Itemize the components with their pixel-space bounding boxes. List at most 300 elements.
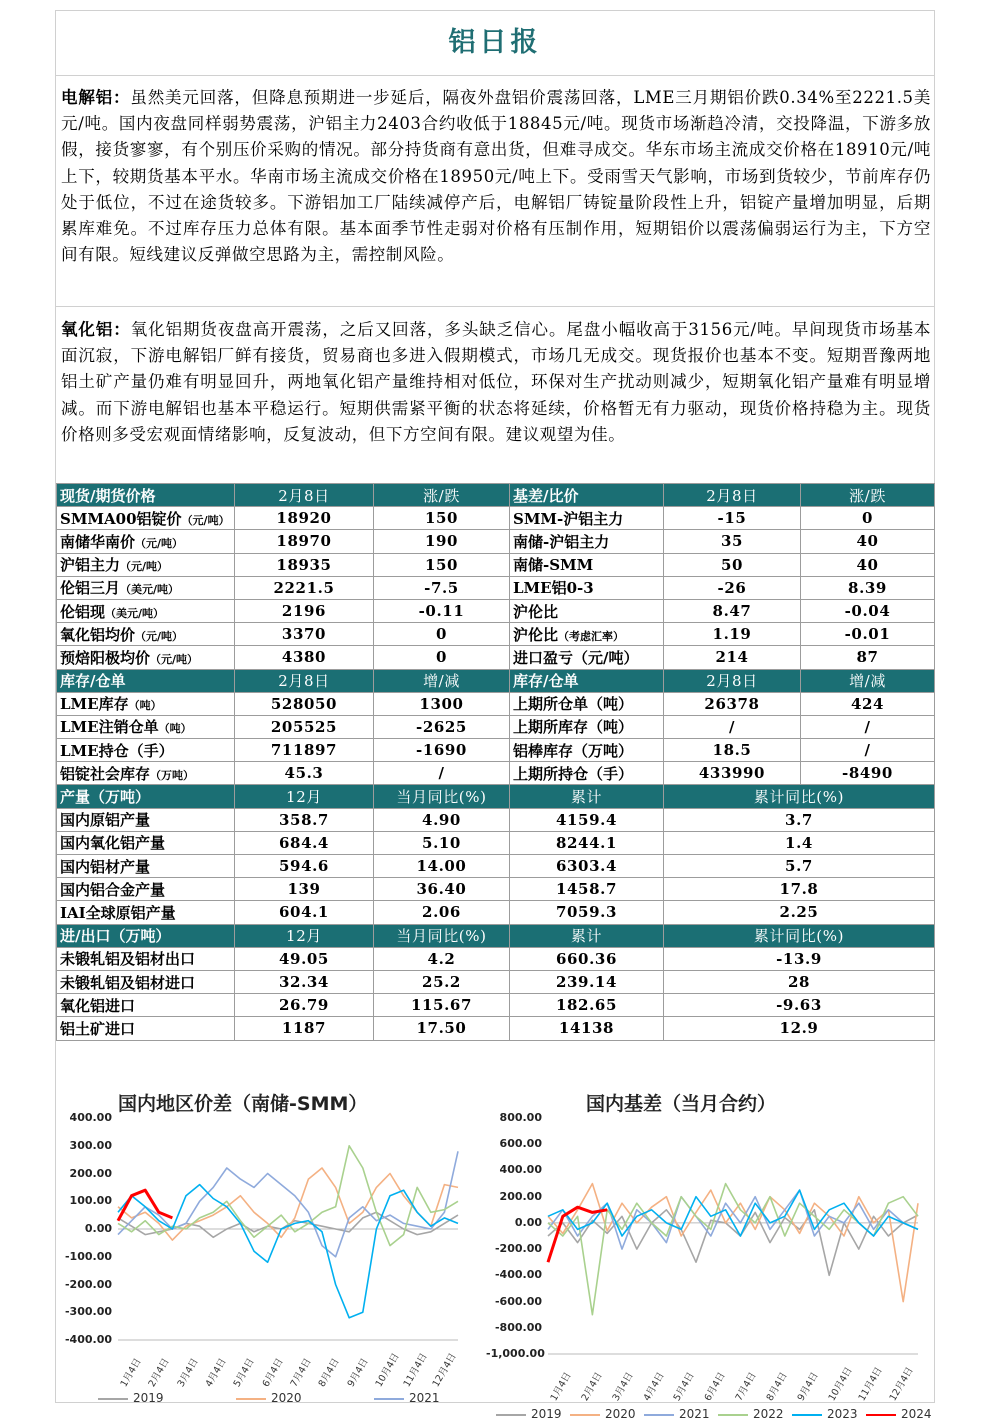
yoy-cell-text: 25.2 — [422, 973, 461, 992]
cumulative-cell — [510, 831, 664, 854]
change-cell — [801, 599, 935, 622]
cumulative-yoy-cell-text: 5.7 — [785, 857, 813, 876]
row-label-unit: （万吨） — [150, 768, 195, 782]
row-label-unit: （美元/吨） — [105, 606, 165, 620]
header-cell — [235, 785, 374, 808]
cumulative-yoy-cell — [664, 808, 935, 831]
header-cell-text: 累计同比(%) — [753, 788, 845, 807]
table-row — [57, 599, 935, 622]
value-cell-text: 711897 — [270, 741, 338, 760]
x-tick-label: 9月4日 — [345, 1356, 371, 1389]
y-tick-label: 200.00 — [69, 1166, 112, 1180]
month-value-cell — [235, 1017, 374, 1040]
change-cell-text: 150 — [424, 509, 459, 528]
header-cell — [510, 484, 664, 507]
x-tick-label: 4月4日 — [641, 1370, 667, 1403]
row-label-text: 南储华南价 — [60, 532, 136, 551]
change-cell — [801, 507, 935, 530]
y-tick-label: -800.00 — [494, 1320, 542, 1334]
x-tick-label: 5月4日 — [671, 1370, 697, 1403]
cumulative-yoy-cell-text: 3.7 — [785, 810, 813, 829]
row-label-text: 国内铝材产量 — [60, 857, 151, 876]
value-cell — [664, 530, 801, 553]
row-label-unit: （元/吨） — [181, 513, 230, 527]
header-cell — [510, 785, 664, 808]
change-cell-text: -0.01 — [844, 625, 891, 644]
yoy-cell-text: 17.50 — [416, 1019, 467, 1038]
change-cell-text: / — [438, 764, 445, 783]
header-cell-text: 累计 — [570, 927, 603, 946]
x-tick-label: 4月4日 — [203, 1356, 229, 1389]
table-row — [57, 623, 935, 646]
row-label-text: LME注销仓单 — [60, 718, 159, 737]
table-row — [57, 553, 935, 576]
row-label-text: 伦铝现 — [60, 602, 106, 621]
row-label — [57, 692, 235, 715]
value-cell — [664, 507, 801, 530]
cumulative-cell-text: 14138 — [558, 1019, 615, 1038]
cumulative-yoy-cell — [664, 1017, 935, 1040]
chart-plot — [486, 1081, 936, 1411]
row-label — [510, 692, 664, 715]
y-tick-label: 400.00 — [499, 1163, 542, 1177]
yoy-cell — [374, 808, 510, 831]
month-value-cell — [235, 970, 374, 993]
yoy-cell-text: 4.2 — [427, 949, 456, 968]
value-cell-text: -15 — [717, 509, 747, 528]
cumulative-cell — [510, 901, 664, 924]
value-cell — [235, 553, 374, 576]
value-cell-text: 18.5 — [712, 741, 752, 760]
change-cell — [801, 576, 935, 599]
x-tick-label: 10月4日 — [373, 1351, 402, 1389]
month-value-cell — [235, 808, 374, 831]
month-value-cell-text: 594.6 — [279, 857, 329, 876]
row-label-text: 国内氧化铝产量 — [60, 834, 166, 853]
row-label — [57, 808, 235, 831]
cumulative-cell-text: 182.65 — [555, 996, 617, 1015]
report-page — [55, 10, 935, 1421]
x-tick-label: 12月4日 — [887, 1365, 916, 1403]
x-tick-label: 11月4日 — [401, 1351, 431, 1389]
row-label-text: 进口盈亏（元/吨） — [513, 648, 639, 667]
header-cell — [801, 484, 935, 507]
value-cell-text: 214 — [715, 648, 749, 667]
row-label — [510, 646, 664, 669]
table-row — [57, 1017, 935, 1040]
change-cell — [801, 553, 935, 576]
header-cell-text: 基差/比价 — [513, 486, 579, 505]
yoy-cell-text: 115.67 — [410, 996, 472, 1015]
change-cell-text: 40 — [856, 555, 879, 574]
row-label — [510, 530, 664, 553]
table-row — [57, 715, 935, 738]
change-cell-text: 190 — [424, 532, 459, 551]
value-cell-text: 18970 — [276, 532, 332, 551]
legend-label: 2022 — [753, 1407, 784, 1421]
month-value-cell-text: 1187 — [281, 1019, 327, 1038]
row-label-unit: （元/吨） — [150, 652, 199, 666]
header-cell-text: 当月同比(%) — [396, 788, 487, 807]
row-label — [57, 599, 235, 622]
header-cell — [374, 924, 510, 947]
cumulative-cell — [510, 994, 664, 1017]
x-tick-label: 1月4日 — [548, 1370, 574, 1403]
row-label — [57, 507, 235, 530]
x-tick-label: 8月4日 — [764, 1370, 790, 1403]
row-label-text: 未锻轧铝及铝材进口 — [60, 973, 196, 992]
table-header-row — [57, 785, 935, 808]
value-cell-text: 3370 — [281, 625, 327, 644]
row-label-text: SMM-沪铝主力 — [513, 509, 624, 528]
change-cell-text: / — [864, 741, 871, 760]
cumulative-yoy-cell — [664, 831, 935, 854]
x-tick-label: 3月4日 — [175, 1356, 201, 1389]
header-cell-text: 涨/跌 — [849, 486, 886, 505]
legend-swatch — [718, 1414, 748, 1416]
y-tick-label: 400.00 — [69, 1111, 112, 1124]
cumulative-cell-text: 239.14 — [555, 973, 617, 992]
row-label — [510, 576, 664, 599]
row-label-text: SMMA00铝锭价 — [60, 509, 182, 528]
value-cell-text: 26378 — [704, 694, 760, 713]
page-title: 铝日报 — [56, 11, 934, 76]
header-cell-text: 2月8日 — [278, 672, 330, 691]
cumulative-yoy-cell — [664, 901, 935, 924]
cumulative-cell-text: 8244.1 — [555, 833, 617, 852]
table-header-row — [57, 484, 935, 507]
cumulative-cell-text: 660.36 — [555, 949, 617, 968]
row-label-text: 铝棒库存（万吨） — [513, 741, 634, 760]
table-header-row — [57, 924, 935, 947]
cumulative-yoy-cell — [664, 970, 935, 993]
month-value-cell — [235, 901, 374, 924]
row-label-text: IAI全球原铝产量 — [60, 903, 176, 922]
table-row — [57, 739, 935, 762]
row-label — [57, 739, 235, 762]
row-label-text: 伦铝三月 — [60, 579, 121, 598]
x-tick-label: 6月4日 — [702, 1370, 728, 1403]
change-cell-text: 8.39 — [848, 578, 887, 597]
yoy-cell-text: 4.90 — [422, 810, 461, 829]
header-cell-text: 2月8日 — [706, 486, 758, 505]
month-value-cell — [235, 947, 374, 970]
y-tick-label: 300.00 — [69, 1138, 112, 1152]
legend-swatch — [644, 1414, 674, 1416]
cumulative-yoy-cell-text: 12.9 — [779, 1019, 819, 1038]
value-cell — [664, 739, 801, 762]
row-label-text: 国内原铝产量 — [60, 811, 151, 830]
value-cell — [664, 576, 801, 599]
cumulative-yoy-cell-text: -9.63 — [776, 996, 822, 1015]
value-cell — [664, 623, 801, 646]
change-cell-text: -0.11 — [418, 602, 465, 621]
change-cell — [374, 623, 510, 646]
value-cell — [664, 692, 801, 715]
value-cell — [235, 576, 374, 599]
cumulative-yoy-cell-text: -13.9 — [776, 949, 822, 968]
row-label — [510, 553, 664, 576]
yoy-cell-text: 5.10 — [422, 833, 461, 852]
x-tick-label: 2月4日 — [146, 1356, 172, 1389]
y-tick-label: 600.00 — [499, 1137, 542, 1151]
y-tick-label: -300.00 — [64, 1305, 112, 1319]
header-cell-text: 库存/仓单 — [513, 672, 579, 691]
table-row — [57, 808, 935, 831]
change-cell — [801, 739, 935, 762]
row-label-unit: （美元/吨） — [120, 583, 180, 597]
change-cell — [374, 692, 510, 715]
row-label-text: LME库存 — [60, 695, 129, 714]
legend-item — [570, 1407, 636, 1421]
row-label-text: LME持仓（手） — [60, 741, 174, 760]
header-cell-text: 当月同比(%) — [396, 927, 487, 946]
change-cell — [374, 762, 510, 785]
table-row — [57, 831, 935, 854]
header-cell-text: 2月8日 — [706, 672, 758, 691]
table-row — [57, 692, 935, 715]
row-label-unit: （元/吨） — [120, 560, 169, 574]
y-tick-label: 0.00 — [84, 1222, 112, 1235]
table-row — [57, 762, 935, 785]
x-tick-label: 7月4日 — [288, 1356, 314, 1389]
yoy-cell — [374, 994, 510, 1017]
value-cell — [235, 623, 374, 646]
y-tick-label: 200.00 — [499, 1189, 542, 1203]
yoy-cell — [374, 831, 510, 854]
value-cell — [664, 762, 801, 785]
y-tick-label: 0.00 — [514, 1215, 542, 1229]
row-label-text: 沪伦比 — [513, 625, 559, 644]
change-cell — [801, 623, 935, 646]
change-cell-text: 0 — [435, 648, 448, 667]
x-tick-label: 9月4日 — [795, 1370, 821, 1403]
change-cell — [801, 692, 935, 715]
row-label-unit: （元/吨） — [135, 536, 184, 550]
change-cell — [374, 715, 510, 738]
row-label-text: 沪铝主力 — [60, 556, 121, 575]
row-label — [57, 947, 235, 970]
electrolytic-aluminum-commentary — [61, 85, 931, 268]
y-tick-label: -600.00 — [494, 1294, 542, 1308]
row-label — [510, 715, 664, 738]
header-cell — [510, 924, 664, 947]
row-label-text: LME铝0-3 — [513, 579, 594, 598]
legend-swatch — [236, 1398, 266, 1400]
row-label-unit: （元/吨） — [135, 629, 184, 643]
x-tick-label: 12月4日 — [430, 1351, 459, 1389]
change-cell-text: 150 — [424, 555, 459, 574]
cumulative-cell — [510, 808, 664, 831]
header-cell — [235, 669, 374, 692]
row-label-text: 未锻轧铝及铝材出口 — [60, 950, 196, 969]
header-cell-text: 增/减 — [849, 672, 886, 691]
legend-label: 2023 — [827, 1407, 858, 1421]
cumulative-yoy-cell — [664, 994, 935, 1017]
cumulative-cell-text: 7059.3 — [555, 903, 617, 922]
row-label-text: 氧化铝均价 — [60, 625, 136, 644]
table-row — [57, 947, 935, 970]
y-tick-label: -200.00 — [64, 1277, 112, 1291]
alumina-text: 氧化铝期货夜盘高开震荡，之后又回落，多头缺乏信心。尾盘小幅收高于3156元/吨。早间现货市场基本面沉寂，下游电解铝厂鲜有接货，贸易商也多进入假期模式，市场几无成交。现货报价也基本不变。短期晋豫两地铝土矿产量仍难有明显回升，两地氧化铝产量维持相对低位，环保对生产扰动则减少，短期氧化铝产量难有明显增减。而下游电解铝也基本平稳运行。短期供需紧平衡的状态将延续，价格暂无有力驱动，现货价格持稳为主。现货价格则多受宏观面情绪影响，反复波动，但下方空间有限。建议观望为佳。 — [61, 320, 931, 444]
row-label — [57, 831, 235, 854]
value-cell-text: / — [728, 717, 736, 736]
row-label — [510, 599, 664, 622]
header-cell-text: 2月8日 — [278, 486, 330, 505]
header-cell — [57, 484, 235, 507]
table-row — [57, 901, 935, 924]
legend-item — [496, 1407, 562, 1421]
yoy-cell — [374, 947, 510, 970]
row-label-text: 国内铝合金产量 — [60, 880, 166, 899]
header-cell — [510, 669, 664, 692]
x-tick-label: 6月4日 — [260, 1356, 286, 1389]
legend-swatch — [570, 1414, 600, 1416]
change-cell-text: 0 — [435, 625, 448, 644]
value-cell-text: 1.19 — [712, 625, 752, 644]
x-tick-label: 2月4日 — [579, 1370, 605, 1403]
legend-swatch — [496, 1414, 526, 1416]
row-label-unit: （吨） — [158, 722, 192, 736]
y-tick-label: -100.00 — [64, 1249, 112, 1263]
cumulative-cell-text: 6303.4 — [555, 857, 617, 876]
value-cell-text: 205525 — [270, 717, 338, 736]
value-cell — [664, 715, 801, 738]
value-cell-text: 8.47 — [712, 602, 752, 621]
cumulative-yoy-cell-text: 1.4 — [785, 833, 813, 852]
value-cell — [235, 692, 374, 715]
row-label-text: 上期所仓单（吨） — [513, 695, 634, 714]
cumulative-yoy-cell-text: 2.25 — [779, 903, 819, 922]
chart-title: 国内基差（当月合约） — [586, 1093, 777, 1115]
header-cell — [801, 669, 935, 692]
month-value-cell — [235, 831, 374, 854]
cumulative-cell-text: 1458.7 — [555, 880, 617, 899]
legend-label: 2020 — [605, 1407, 636, 1421]
legend-swatch — [792, 1414, 822, 1416]
row-label — [57, 970, 235, 993]
row-label-unit: （吨） — [128, 699, 162, 713]
row-label — [57, 901, 235, 924]
value-cell-text: 528050 — [270, 694, 338, 713]
table-row — [57, 507, 935, 530]
legend-swatch — [866, 1414, 896, 1416]
change-cell — [374, 507, 510, 530]
row-label — [57, 530, 235, 553]
yoy-cell — [374, 1017, 510, 1040]
cumulative-cell — [510, 970, 664, 993]
value-cell — [664, 646, 801, 669]
cumulative-cell — [510, 1017, 664, 1040]
yoy-cell — [374, 855, 510, 878]
legend-swatch — [98, 1398, 128, 1400]
row-label — [57, 715, 235, 738]
cumulative-cell — [510, 947, 664, 970]
yoy-cell — [374, 901, 510, 924]
row-label-text: 上期所库存（吨） — [513, 718, 634, 737]
row-label — [57, 994, 235, 1017]
legend-item — [718, 1407, 784, 1421]
row-label-text: 铝锭社会库存 — [60, 764, 151, 783]
row-label-text: 南储-SMM — [513, 556, 594, 575]
value-cell — [235, 646, 374, 669]
header-cell — [57, 669, 235, 692]
month-value-cell-text: 26.79 — [279, 996, 329, 1015]
yoy-cell-text: 14.00 — [416, 857, 467, 876]
value-cell-text: 2196 — [281, 602, 327, 621]
table-row — [57, 970, 935, 993]
value-cell — [235, 739, 374, 762]
value-cell-text: 18920 — [276, 509, 332, 528]
value-cell — [235, 530, 374, 553]
value-cell-text: 50 — [720, 555, 744, 574]
row-label — [57, 878, 235, 901]
value-cell-text: 4380 — [281, 648, 327, 667]
cumulative-yoy-cell — [664, 947, 935, 970]
row-label-text: 铝土矿进口 — [60, 1019, 136, 1038]
value-cell — [235, 715, 374, 738]
change-cell-text: 1300 — [419, 694, 464, 713]
x-tick-label: 3月4日 — [610, 1370, 636, 1403]
header-cell — [664, 924, 935, 947]
value-cell-text: 18935 — [276, 555, 332, 574]
month-value-cell-text: 358.7 — [279, 810, 329, 829]
change-cell-text: -1690 — [416, 741, 467, 760]
table-header-row — [57, 669, 935, 692]
y-tick-label: -400.00 — [64, 1333, 112, 1346]
yoy-cell-text: 2.06 — [422, 903, 461, 922]
value-cell — [664, 599, 801, 622]
x-tick-label: 8月4日 — [316, 1356, 342, 1389]
header-cell — [664, 785, 935, 808]
cumulative-cell — [510, 878, 664, 901]
month-value-cell-text: 32.34 — [279, 973, 329, 992]
month-value-cell-text: 49.05 — [279, 949, 329, 968]
basis-chart — [486, 1081, 936, 1421]
legend-label: 2021 — [409, 1391, 440, 1405]
row-label — [510, 762, 664, 785]
y-tick-label: -200.00 — [494, 1242, 542, 1256]
month-value-cell-text: 139 — [287, 880, 321, 899]
cumulative-yoy-cell — [664, 878, 935, 901]
header-cell — [374, 484, 510, 507]
month-value-cell-text: 684.4 — [279, 833, 329, 852]
y-tick-label: -1,000.00 — [486, 1347, 545, 1360]
yoy-cell-text: 36.40 — [416, 880, 467, 899]
row-label — [510, 739, 664, 762]
cumulative-yoy-cell-text: 28 — [787, 973, 811, 992]
yoy-cell — [374, 970, 510, 993]
row-label-text: 南储-沪铝主力 — [513, 532, 610, 551]
header-cell-text: 产量（万吨） — [60, 788, 151, 807]
electrolytic-label: 电解铝： — [61, 88, 131, 107]
value-cell-text: 433990 — [698, 764, 766, 783]
value-cell — [235, 762, 374, 785]
x-tick-label: 11月4日 — [856, 1365, 886, 1403]
chart-title: 国内地区价差（南储-SMM） — [118, 1093, 368, 1115]
series-line-2024 — [118, 1190, 172, 1221]
change-cell — [374, 576, 510, 599]
change-cell-text: -8490 — [842, 764, 893, 783]
divider — [56, 306, 934, 307]
table-row — [57, 576, 935, 599]
row-label — [57, 855, 235, 878]
row-label-text: 沪伦比 — [513, 602, 559, 621]
row-label — [57, 762, 235, 785]
x-tick-label: 7月4日 — [733, 1370, 759, 1403]
row-label-text: 预焙阳极均价 — [60, 648, 151, 667]
legend-item — [792, 1407, 858, 1421]
